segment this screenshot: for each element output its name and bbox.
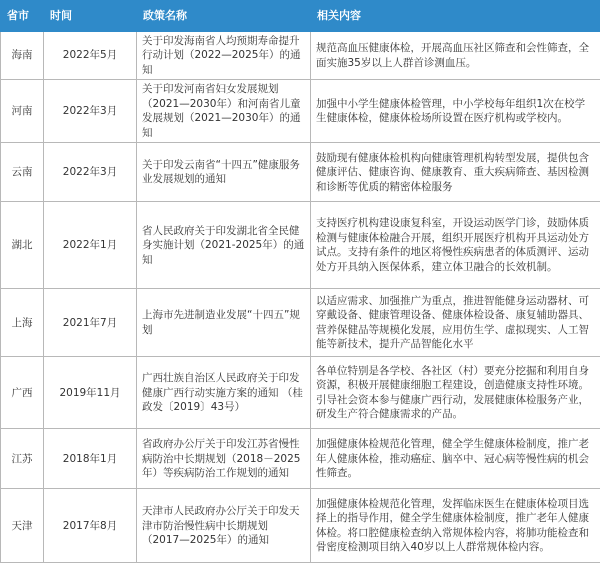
time-cell: 2022年3月 bbox=[44, 143, 137, 202]
content-cell: 规范高血压健康体检，开展高血压社区筛查和会性筛查，全面实施35岁以上人群首诊测血压。 bbox=[311, 32, 600, 80]
header-policy-name: 政策名称 bbox=[137, 1, 311, 32]
province-cell: 江苏 bbox=[1, 429, 44, 489]
content-cell: 支持医疗机构建设康复科室，开设运动医学门诊，鼓励体质检测与健康体检融合开展，组织开展医疗机构开具运动处方试点。支持有条件的地区将慢性疾病患者的体质测评、运动处方开具纳入医保体系，建立体卫融合的长效机制。 bbox=[311, 202, 600, 289]
header-time: 时间 bbox=[44, 1, 137, 32]
content-cell: 各单位特别是各学校、各社区（村）要充分挖掘和利用自身资源，积极开展健康细胞工程建设，创造健康支持性环境。引导社会资本参与健康广西行动，发展健康体检服务产业，研发生产符合健康需求的产品。 bbox=[311, 357, 600, 429]
province-cell: 广西 bbox=[1, 357, 44, 429]
time-cell: 2022年3月 bbox=[44, 80, 137, 143]
policy-name-cell: 省政府办公厅关于印发江苏省慢性病防治中长期规划（2018－2025年）等疾病防治工作规划的通知 bbox=[137, 429, 311, 489]
table-row bbox=[1, 357, 600, 429]
province-cell: 上海 bbox=[1, 289, 44, 357]
time-cell: 2018年1月 bbox=[44, 429, 137, 489]
policy-name-cell: 关于印发云南省“十四五”健康服务业发展规划的通知 bbox=[137, 143, 311, 202]
province-cell: 河南 bbox=[1, 80, 44, 143]
policy-name-cell: 关于印发海南省人均预期寿命提升行动计划（2022—2025年）的通知 bbox=[137, 32, 311, 80]
time-cell: 2022年1月 bbox=[44, 202, 137, 289]
table-row bbox=[1, 289, 600, 357]
header-province: 省市 bbox=[1, 1, 44, 32]
time-cell: 2019年11月 bbox=[44, 357, 137, 429]
content-cell: 鼓励现有健康体检机构向健康管理机构转型发展，提供包含健康评估、健康咨询、健康教育、重大疾病筛查、基因检测和诊断等优质的精密体检服务 bbox=[311, 143, 600, 202]
policy-name-cell: 天津市人民政府办公厅关于印发天津市防治慢性病中长期规划（2017—2025年）的通知 bbox=[137, 489, 311, 563]
table-row bbox=[1, 429, 600, 489]
content-cell: 加强健康体检规范化管理，健全学生健康体检制度，推广老年人健康体检，推动癌症、脑卒中、冠心病等慢性病的机会性筛查。 bbox=[311, 429, 600, 489]
time-cell: 2022年5月 bbox=[44, 32, 137, 80]
policy-name-cell: 上海市先进制造业发展“十四五”规划 bbox=[137, 289, 311, 357]
content-cell: 以适应需求、加强推广为重点，推进智能健身运动器材、可穿戴设备、健康管理设备、健康体检设备、康复辅助器具、营养保健品等规模化发展，应用仿生学、虚拟现实、人工智能等新技术，提升产品智能化水平 bbox=[311, 289, 600, 357]
table-row bbox=[1, 80, 600, 143]
header-related-content: 相关内容 bbox=[311, 1, 600, 32]
policy-name-cell: 广西壮族自治区人民政府关于印发 健康广西行动实施方案的通知 （桂政发〔2019〕43号） bbox=[137, 357, 311, 429]
time-cell: 2021年7月 bbox=[44, 289, 137, 357]
content-cell: 加强健康体检规范化管理，发挥临床医生在健康体检项目选择上的指导作用，健全学生健康体检制度，推广老年人健康体检。将口腔健康检查纳入常规体检内容，将肺功能检查和骨密度检测项目纳入40岁以上人群常规体检内容。 bbox=[311, 489, 600, 563]
province-cell: 海南 bbox=[1, 32, 44, 80]
province-cell: 湖北 bbox=[1, 202, 44, 289]
table-row bbox=[1, 32, 600, 80]
content-cell: 加强中小学生健康体检管理，中小学校每年组织1次在校学生健康体检，健康体检场所设置在医疗机构或学校内。 bbox=[311, 80, 600, 143]
province-cell: 天津 bbox=[1, 489, 44, 563]
policy-name-cell: 省人民政府关于印发湖北省全民健身实施计划（2021-2025年）的通知 bbox=[137, 202, 311, 289]
time-cell: 2017年8月 bbox=[44, 489, 137, 563]
header-row bbox=[1, 1, 600, 32]
table-row bbox=[1, 143, 600, 202]
policy-name-cell: 关于印发河南省妇女发展规划（2021—2030年）和河南省儿童发展规划（2021—2030年）的通知 bbox=[137, 80, 311, 143]
table-row bbox=[1, 202, 600, 289]
province-cell: 云南 bbox=[1, 143, 44, 202]
table-row bbox=[1, 489, 600, 563]
